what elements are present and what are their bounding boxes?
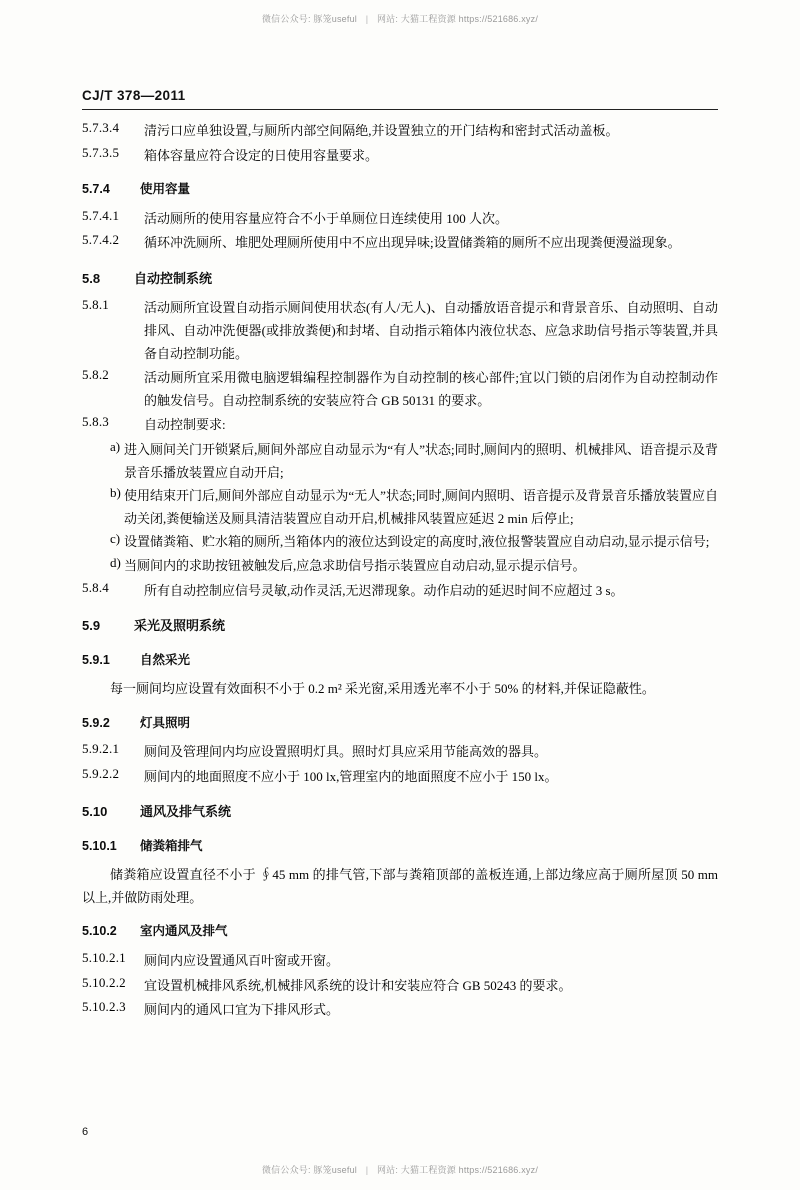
page-content [82,88,718,1024]
clause-5-7-4-1-text: 活动厕所的使用容量应符合不小于单厕位日连续使用 100 人次。 [144,210,509,226]
watermark-site-url-2: https://521686.xyz/ [458,1165,539,1175]
clause-5-9-2-1 [82,741,718,764]
heading-5-7-4-text: 使用容量 [140,182,191,197]
heading-5-10-text: 通风及排气系统 [140,804,232,820]
watermark-wechat-label-2: 微信公众号: [261,1165,311,1175]
heading-5-9-number: 5.9 [82,618,101,634]
list-item-text: 使用结束开门后,厕间外部应自动显示为“无人”状态;同时,厕间内照明、语音提示及背景音乐播放装置应自动关闭,粪便输送及厕具清洁装置应自动开启,机械排风装置应延迟 2 min 后停止; [124,488,718,526]
heading-5-10-2-number: 5.10.2 [82,924,117,939]
list-item-marker: b) [110,485,121,501]
list-item-marker: a) [110,438,121,454]
clause-5-8-1 [82,297,718,365]
clause-5-10-2-1-number: 5.10.2.1 [82,949,126,965]
heading-5-8-number: 5.8 [82,270,101,286]
heading-5-9 [82,615,718,637]
heading-5-10-1-text: 储粪箱排气 [140,838,203,853]
watermark-separator-2: | [365,1165,369,1175]
heading-5-9-1-text: 自然采光 [140,652,191,667]
list-item-text: 进入厕间关门开锁紧后,厕间外部应自动显示为“有人”状态;同时,厕间内的照明、机械排风、语音提示及背景音乐播放装置应自动开启; [124,441,718,480]
watermark-wechat-name-2: 豚笼useful [313,1165,357,1175]
clause-5-7-4-2-text: 循环冲洗厕所、堆肥处理厕所使用中不应出现异味;设置储粪箱的厕所不应出现粪便漫溢现象。 [144,235,681,251]
list-item-text: 设置储粪箱、贮水箱的厕所,当箱体内的液位达到设定的高度时,液位报警装置应自动启动,显示提示信号; [124,534,710,550]
clause-5-10-2-2-number: 5.10.2.2 [82,974,126,990]
clause-5-8-1-text: 活动厕所宜设置自动指示厕间使用状态(有人/无人)、自动播放语音提示和背景音乐、自动照明、自动排风、自动冲洗便器(或排放粪便)和封堵、自动指示箱体内液位状态、应急求助信号指示等装置,并具备自动控制功能。 [144,300,718,361]
clause-5-8-3 [82,414,718,437]
list-item-text: 当厕间内的求助按钮被触发后,应急求助信号指示装置应自动启动,显示提示信号。 [124,558,586,573]
clause-5-10-2-2-text: 宜设置机械排风系统,机械排风系统的设计和安装应符合 GB 50243 的要求。 [144,977,572,993]
heading-5-10-1-number: 5.10.1 [82,838,117,853]
clause-5-10-2-3 [82,999,718,1022]
list-item [82,555,718,578]
clause-5-9-2-2 [82,766,718,789]
page-number: 6 [82,1126,89,1138]
clause-5-8-4-number: 5.8.4 [82,579,109,595]
clause-5-7-4-1-number: 5.7.4.1 [82,207,120,223]
heading-5-9-1-number: 5.9.1 [82,652,110,667]
heading-5-7-4-number: 5.7.4 [82,182,110,197]
clause-5-8-3-text: 自动控制要求: [144,417,226,433]
clause-5-8-2-text: 活动厕所宜采用微电脑逻辑编程控制器作为自动控制的核心部件;宜以门锁的启闭作为自动控制动作的触发信号。自动控制系统的安装应符合 GB 50131 的要求。 [144,370,718,408]
watermark-wechat-name: 豚笼useful [313,14,357,24]
heading-5-7-4 [82,179,718,201]
clause-5-10-2-1-text: 厕间内应设置通风百叶窗或开窗。 [144,952,340,968]
clause-5-9-2-2-text: 厕间内的地面照度不应小于 100 lx,管理室内的地面照度不应小于 150 lx。 [144,768,558,784]
clause-5-9-1-body: 每一厕间均应设置有效面积不小于 0.2 m² 采光窗,采用透光率不小于 50% 的材料,并保证隐蔽性。 [110,681,655,697]
clause-5-9-2-1-text: 厕间及管理间内均应设置照明灯具。照时灯具应采用节能高效的器具。 [144,744,548,760]
heading-5-9-2 [82,713,718,735]
clause-5-10-2-3-text: 厕间内的通风口宜为下排风形式。 [144,1002,340,1018]
clause-5-7-4-2-number: 5.7.4.2 [82,232,120,248]
header-rule [82,109,718,110]
clause-5-10-1-body: 储粪箱应设置直径不小于 ∮45 mm 的排气管,下部与粪箱顶部的盖板连通,上部边缘应高于厕所屋顶 50 mm 以上,并做防雨处理。 [82,867,718,905]
list-item [82,531,718,554]
heading-5-8-text: 自动控制系统 [134,270,213,286]
clause-5-7-3-5-number: 5.7.3.5 [82,144,120,160]
clause-5-8-3-number: 5.8.3 [82,414,109,430]
clause-5-9-2-1-number: 5.9.2.1 [82,741,120,757]
body-blocks [82,120,718,1022]
watermark-site-label: 网站: [376,14,399,24]
watermark-separator: | [365,14,369,24]
list-item [82,439,718,484]
clause-5-7-3-5-text: 箱体容量应符合设定的日使用容量要求。 [144,147,379,163]
clause-5-9-2-2-number: 5.9.2.2 [82,765,120,781]
clause-5-7-3-4-number: 5.7.3.4 [82,120,120,135]
clause-5-7-3-5 [82,145,718,168]
watermark-site-url: https://521686.xyz/ [458,14,539,24]
clause-5-7-4-1 [82,208,718,231]
list-item [82,485,718,530]
heading-5-9-2-text: 灯具照明 [140,715,191,730]
heading-5-10-number: 5.10 [82,804,108,820]
watermark-top [0,12,800,25]
clause-5-8-2 [82,367,718,412]
clause-5-10-2-3-number: 5.10.2.3 [82,999,126,1015]
watermark-site-name: 大猫工程资源 [400,14,456,24]
clause-5-8-4 [82,580,718,603]
watermark-site-name-2: 大猫工程资源 [400,1165,456,1175]
clause-5-10-2-1 [82,950,718,973]
clause-5-7-3-4-text: 清污口应单独设置,与厕所内部空间隔绝,并设置独立的开门结构和密封式活动盖板。 [144,123,619,138]
watermark-wechat-label: 微信公众号: [261,14,311,24]
list-item-marker: d) [110,555,121,570]
heading-5-9-2-number: 5.9.2 [82,715,110,730]
clause-5-8-4-text: 所有自动控制应信号灵敏,动作灵活,无迟滞现象。动作启动的延迟时间不应超过 3 s。 [144,582,624,598]
clause-5-7-3-4 [82,120,718,143]
heading-5-9-text: 采光及照明系统 [134,618,226,634]
heading-5-10-1 [82,836,718,858]
list-item-marker: c) [110,531,121,547]
heading-5-10-2 [82,921,718,943]
heading-5-9-1 [82,650,718,672]
heading-5-10-2-text: 室内通风及排气 [140,924,228,939]
clause-5-10-2-2 [82,975,718,998]
clause-5-8-1-number: 5.8.1 [82,297,109,313]
heading-5-10 [82,801,718,823]
heading-5-8 [82,268,718,290]
clause-5-7-4-2 [82,232,718,255]
watermark-bottom [0,1163,800,1176]
watermark-site-label-2: 网站: [376,1165,399,1175]
list-5-8-3 [82,439,718,578]
clause-5-8-2-number: 5.8.2 [82,367,109,383]
standard-code: CJ/T 378—2011 [82,88,186,103]
